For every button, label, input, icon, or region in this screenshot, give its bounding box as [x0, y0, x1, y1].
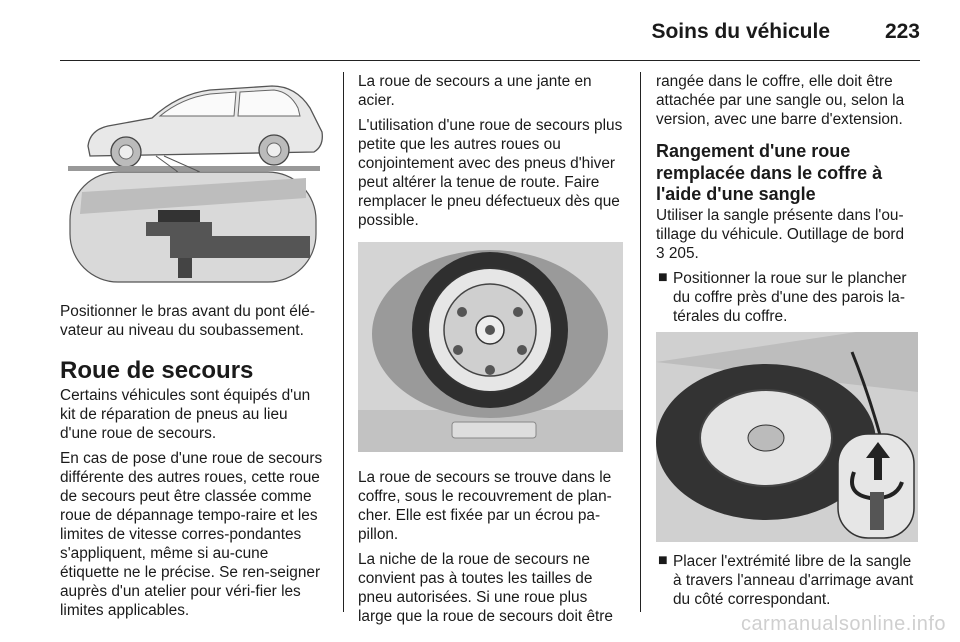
bullet-item — [656, 269, 922, 326]
spare-location-para: La roue de secours se trouve dans le coffre, sous le recouvrement de plan-cher. Elle est fixée par un écrou pa-pillon. — [358, 469, 612, 543]
spare-wheel-heading: Roue de secours — [60, 357, 254, 384]
wheel-niche-para: La niche de la roue de secours ne convient pas à toutes les tailles de pneu autorisées. Si une roue plus large que la roue de secours doit être — [358, 551, 613, 625]
bullet-marker-icon: ■ — [658, 551, 668, 569]
strap-stowage-heading: Rangement d'une roue remplacée dans le coffre à l'aide d'une sangle — [656, 141, 883, 204]
lift-arm-caption: Positionner le bras avant du pont élé-vateur au niveau du soubassement. — [60, 303, 315, 339]
watermark: carmanualsonline.info — [740, 613, 946, 635]
strap-illustration — [656, 332, 918, 542]
strap-tool-text: Utiliser la sangle présente dans l'ou-tillage du véhicule. Outillage de bord — [656, 206, 905, 243]
page-reference-icon: 3 — [656, 244, 665, 262]
bullet-item — [656, 552, 922, 609]
bullet-text: Placer l'extrémité libre de la sangle à travers l'anneau d'arrimage avant du côté correspondant. — [673, 552, 914, 608]
smaller-wheel-para: L'utilisation d'une roue de secours plus petite que les autres roues ou conjointement avec des pneus d'hiver peut altérer la tenue de route. Faire remplacer le pneu défectueux dès que possible. — [358, 117, 623, 229]
column-divider-2 — [640, 72, 641, 612]
spare-wheel-para-1: Certains véhicules sont équipés d'un kit de réparation de pneus au lieu d'une roue de secours. — [60, 387, 311, 442]
page-header — [60, 14, 920, 61]
strap-tool-para — [656, 206, 922, 263]
lift-arm-illustration — [60, 72, 328, 284]
column-divider-1 — [343, 72, 344, 612]
spare-wheel-illustration — [358, 242, 623, 452]
page-number: 223 — [884, 20, 920, 43]
column-2 — [358, 72, 623, 632]
page-reference-link[interactable]: 205. — [668, 244, 699, 262]
steel-rim-para: La roue de secours a une jante en acier. — [358, 73, 592, 109]
bullet-marker-icon: ■ — [658, 268, 668, 286]
page-title: Soins du véhicule — [651, 20, 830, 43]
stowage-continued-para: rangée dans le coffre, elle doit être attachée par une sangle ou, selon la version, avec une barre d'extension. — [656, 73, 905, 128]
column-1 — [60, 72, 328, 626]
spare-wheel-para-2: En cas de pose d'une roue de secours différente des autres roues, cette roue de secours peut être classée comme roue de dépannage tempo-raire et les limites de vitesse corres-pondantes s'appliquent, même si au-cune étiquette ne le précise. Se ren-seigner auprès d'un atelier pour véri-fier les limites applicables. — [60, 450, 323, 619]
column-3 — [656, 72, 922, 615]
bullet-text: Positionner la roue sur le plancher du coffre près d'une des parois la-térales du coffre. — [673, 269, 907, 325]
